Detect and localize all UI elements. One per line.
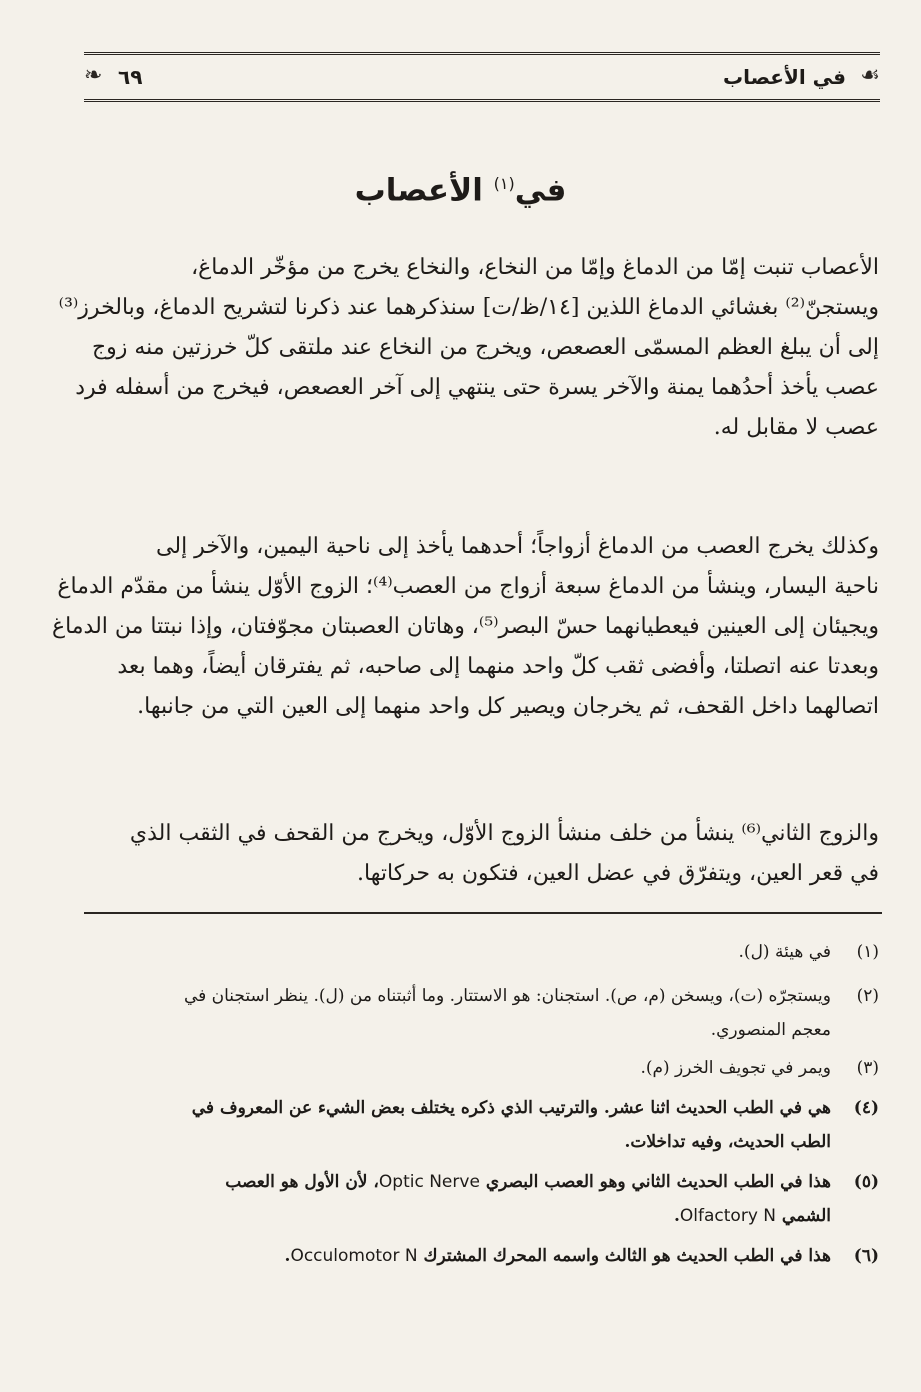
footnote-line: في هيئة (ل).: [738, 942, 831, 962]
footnote-text: .: [673, 1206, 680, 1226]
chapter-title-note-ref[interactable]: (١): [493, 174, 515, 193]
footnote-latin-term: Optic Nerve: [378, 1172, 480, 1192]
paragraph-line: وكذلك يخرج العصب من الدماغ أزواجاً؛ أحدهما يأخذ إلى ناحية اليمين، والآخر إلى: [156, 534, 879, 559]
chapter-title-word: الأعصاب: [354, 172, 483, 209]
footnote-line: ويستجرّه (ت)، ويسخن (م، ص). استجنان: هو الاستتار. وما أثبتناه من (ل). ينظر استجنان في: [183, 986, 831, 1006]
footnote-divider: [84, 912, 882, 914]
paragraph-line: عصب يأخذ أحدُهما يمنة والآخر يسرة حتى ينتهي إلى آخر العصعص، فيخرج من أسفله فرد: [75, 375, 879, 400]
running-title: في الأعصاب: [722, 65, 846, 89]
ornament-right-icon: ☙: [860, 63, 880, 88]
paragraph-line: اتصالهما داخل القحف، ثم يخرجان ويصير كل واحد منهما إلى العين التي من جانبها.: [137, 694, 879, 719]
paragraph-1: [39, 248, 879, 448]
chapter-title: [0, 164, 921, 210]
footnote-number: (٥): [853, 1172, 879, 1192]
footnote-text: الشمي: [781, 1206, 831, 1226]
paragraph-line: إلى أن يبلغ العظم المسمّى العصعص، ويخرج من النخاع عند ملتقى كلّ خرزتين منه زوج: [91, 335, 879, 360]
footnote-2: [39, 979, 879, 1047]
footnote-4: [39, 1091, 879, 1159]
footnotes: [39, 935, 879, 1273]
footnote-latin-term: Occulomotor N: [290, 1246, 418, 1266]
paragraph-3: [39, 814, 879, 894]
footnote-text: هذا في الطب الحديث هو الثالث واسمه المحرك المشترك: [423, 1246, 831, 1266]
ornament-left-icon: ❧: [84, 63, 103, 88]
footnote-number: (٢): [856, 986, 879, 1006]
footnote-line: [39, 1239, 831, 1273]
footnote-1: [39, 935, 879, 969]
page-header: [84, 52, 880, 102]
footnote-number: (٦): [853, 1246, 879, 1266]
footnote-text: ، لأن الأول هو العصب: [225, 1172, 379, 1192]
page-number: ٦٩: [118, 65, 143, 89]
footnote-5: [39, 1165, 879, 1233]
footnote-line: ويمر في تجويف الخرز (م).: [640, 1058, 831, 1078]
paragraph-line: في قعر العين، ويتفرّق في عضل العين، فتكون به حركاتها.: [357, 861, 879, 886]
chapter-title-prefix: في: [514, 172, 567, 209]
paragraph-line: الأعصاب تنبت إمّا من الدماغ وإمّا من النخاع، والنخاع يخرج من مؤخّر الدماغ،: [191, 255, 879, 280]
footnote-line: هي في الطب الحديث اثنا عشر. والترتيب الذي ذكره يختلف بعض الشيء عن المعروف في: [191, 1098, 831, 1118]
footnote-line: الطب الحديث، وفيه تداخلات.: [624, 1132, 831, 1152]
footnote-3: [39, 1051, 879, 1085]
paragraph-line: عصب لا مقابل له.: [713, 415, 879, 440]
footnote-text: .: [284, 1246, 291, 1266]
footnote-number: (٤): [853, 1098, 879, 1118]
footnote-line: [39, 1165, 831, 1199]
footnote-latin-term: Olfactory N: [679, 1206, 776, 1226]
footnote-number: (٣): [856, 1058, 879, 1078]
footnote-number: (١): [856, 942, 879, 962]
paragraph-line: ناحية اليسار، وينشأ من الدماغ سبعة أزواج من العصب⁽⁴⁾؛ الزوج الأوّل ينشأ من مقدّم الدماغ: [57, 574, 879, 599]
footnote-6: [39, 1239, 879, 1273]
paragraph-line: ويستجنّ⁽²⁾ بغشائي الدماغ اللذين [١٤/ظ/ت] سنذكرهما عند ذكرنا لتشريح الدماغ، وبالخرز⁽³⁾: [58, 295, 879, 320]
footnote-line: معجم المنصوري.: [710, 1020, 831, 1040]
footnote-line: [39, 1199, 831, 1233]
paragraph-line: وبعدتا عنه اتصلتا، وأفضى ثقب كلّ واحد منهما إلى صاحبه، ثم يفترقان أيضاً، وهما بعد: [117, 654, 879, 679]
paragraph-line: والزوج الثاني⁽⁶⁾ ينشأ من خلف منشأ الزوج الأوّل، ويخرج من القحف في الثقب الذي: [129, 821, 879, 846]
paragraph-2: [39, 527, 879, 727]
footnote-text: هذا في الطب الحديث الثاني وهو العصب البصري: [485, 1172, 831, 1192]
paragraph-line: ويجيئان إلى العينين فيعطيانهما حسّ البصر⁽⁵⁾، وهاتان العصبتان مجوّفتان، وإذا نبتتا من الدماغ: [51, 614, 879, 639]
